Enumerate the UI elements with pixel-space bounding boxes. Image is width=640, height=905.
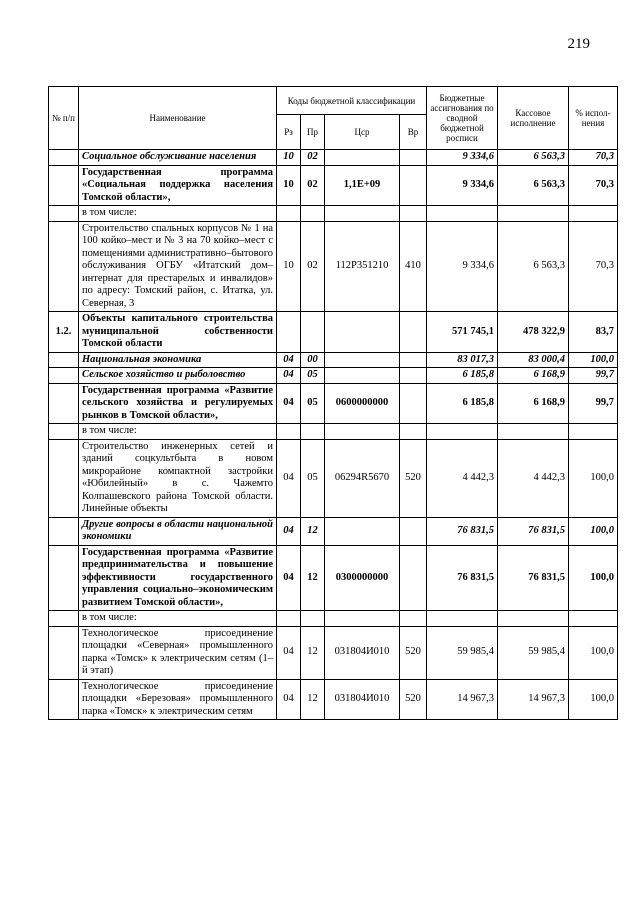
row-cash: 59 985,4 xyxy=(498,626,569,679)
table-body xyxy=(49,150,618,720)
row-tsr: 0600000000 xyxy=(325,383,400,424)
row-rz: 04 xyxy=(277,626,301,679)
row-pr xyxy=(301,611,325,627)
row-vr xyxy=(400,165,427,206)
row-num xyxy=(49,439,79,517)
row-allocation: 6 185,8 xyxy=(427,383,498,424)
row-vr: 410 xyxy=(400,221,427,312)
row-tsr: 0300000000 xyxy=(325,545,400,611)
row-pr: 05 xyxy=(301,368,325,384)
header-allocations: Бюджетные ассигнования по сводной бюджетной росписи xyxy=(427,87,498,150)
header-pr: Пр xyxy=(301,115,325,150)
row-name: Объекты капитального строительства муниципальной собственности Томской области xyxy=(79,312,277,353)
row-cash: 478 322,9 xyxy=(498,312,569,353)
table-row xyxy=(49,221,618,312)
row-vr xyxy=(400,611,427,627)
table-row xyxy=(49,165,618,206)
row-cash: 4 442,3 xyxy=(498,439,569,517)
row-pr: 02 xyxy=(301,221,325,312)
row-percent: 83,7 xyxy=(569,312,618,353)
row-rz xyxy=(277,312,301,353)
table-row xyxy=(49,352,618,368)
row-allocation: 76 831,5 xyxy=(427,517,498,545)
row-num xyxy=(49,383,79,424)
row-pr xyxy=(301,312,325,353)
row-pr: 12 xyxy=(301,517,325,545)
budget-execution-table xyxy=(48,86,618,720)
table-row xyxy=(49,517,618,545)
row-percent: 100,0 xyxy=(569,439,618,517)
row-percent xyxy=(569,611,618,627)
row-percent: 99,7 xyxy=(569,383,618,424)
row-cash: 14 967,3 xyxy=(498,679,569,720)
row-name: Государственная программа «Развитие сельского хозяйства и регулируемых рынков в Томской области», xyxy=(79,383,277,424)
header-name: Наименование xyxy=(79,87,277,150)
row-percent: 100,0 xyxy=(569,545,618,611)
table-row xyxy=(49,424,618,440)
row-percent xyxy=(569,424,618,440)
row-allocation xyxy=(427,424,498,440)
row-name: Сельское хозяйство и рыболовство xyxy=(79,368,277,384)
row-tsr xyxy=(325,352,400,368)
row-num xyxy=(49,424,79,440)
row-pr: 02 xyxy=(301,150,325,166)
row-allocation xyxy=(427,206,498,222)
row-tsr: 031804И010 xyxy=(325,679,400,720)
row-cash: 76 831,5 xyxy=(498,517,569,545)
table-row xyxy=(49,611,618,627)
row-name: в том числе: xyxy=(79,424,277,440)
row-cash: 6 168,9 xyxy=(498,383,569,424)
row-rz: 04 xyxy=(277,383,301,424)
header-codes: Коды бюджетной классификации xyxy=(277,87,427,115)
header-tsr: Цср xyxy=(325,115,400,150)
row-vr xyxy=(400,383,427,424)
row-pr: 05 xyxy=(301,439,325,517)
row-cash xyxy=(498,611,569,627)
row-name: Социальное обслуживание населения xyxy=(79,150,277,166)
row-vr xyxy=(400,424,427,440)
row-allocation: 9 334,6 xyxy=(427,150,498,166)
row-vr xyxy=(400,150,427,166)
row-tsr xyxy=(325,312,400,353)
header-vr: Вр xyxy=(400,115,427,150)
row-vr xyxy=(400,368,427,384)
table-row xyxy=(49,626,618,679)
header-cash: Кассовое исполнение xyxy=(498,87,569,150)
row-pr: 12 xyxy=(301,545,325,611)
row-vr xyxy=(400,312,427,353)
page-number: 219 xyxy=(567,36,590,52)
row-tsr: 031804И010 xyxy=(325,626,400,679)
row-vr xyxy=(400,545,427,611)
row-rz: 10 xyxy=(277,165,301,206)
row-cash xyxy=(498,206,569,222)
row-pr xyxy=(301,424,325,440)
row-name: в том числе: xyxy=(79,206,277,222)
header-pct: % испол-нения xyxy=(569,87,618,150)
row-name: Технологическое присоединение площадки «Северная» промышленного парка «Томск» к электрическим сетям (1–й этап) xyxy=(79,626,277,679)
row-vr xyxy=(400,517,427,545)
row-cash: 83 000,4 xyxy=(498,352,569,368)
row-percent xyxy=(569,206,618,222)
row-allocation: 4 442,3 xyxy=(427,439,498,517)
row-tsr xyxy=(325,368,400,384)
table-row xyxy=(49,439,618,517)
table-row xyxy=(49,679,618,720)
table-row xyxy=(49,383,618,424)
row-tsr: 1,1E+09 xyxy=(325,165,400,206)
row-pr: 02 xyxy=(301,165,325,206)
table-row xyxy=(49,312,618,353)
row-cash: 76 831,5 xyxy=(498,545,569,611)
row-num xyxy=(49,150,79,166)
row-vr: 520 xyxy=(400,626,427,679)
row-allocation xyxy=(427,611,498,627)
row-num xyxy=(49,206,79,222)
row-name: Другие вопросы в области национальной экономики xyxy=(79,517,277,545)
row-rz xyxy=(277,424,301,440)
row-tsr xyxy=(325,424,400,440)
row-pr: 12 xyxy=(301,626,325,679)
row-cash: 6 563,3 xyxy=(498,221,569,312)
row-rz xyxy=(277,611,301,627)
row-rz: 04 xyxy=(277,517,301,545)
row-allocation: 571 745,1 xyxy=(427,312,498,353)
row-name: в том числе: xyxy=(79,611,277,627)
row-pr xyxy=(301,206,325,222)
row-allocation: 83 017,3 xyxy=(427,352,498,368)
row-rz xyxy=(277,206,301,222)
row-rz: 10 xyxy=(277,150,301,166)
row-allocation: 9 334,6 xyxy=(427,221,498,312)
row-percent: 70,3 xyxy=(569,150,618,166)
row-num xyxy=(49,545,79,611)
row-percent: 100,0 xyxy=(569,352,618,368)
row-tsr: 06294R5670 xyxy=(325,439,400,517)
row-num xyxy=(49,611,79,627)
row-tsr xyxy=(325,150,400,166)
header-num: № п/п xyxy=(49,87,79,150)
row-rz: 04 xyxy=(277,545,301,611)
row-percent: 70,3 xyxy=(569,221,618,312)
row-name: Технологическое присоединение площадки «Березовая» промышленного парка «Томск» к электрическим сетям xyxy=(79,679,277,720)
row-pr: 05 xyxy=(301,383,325,424)
row-vr: 520 xyxy=(400,679,427,720)
row-tsr: 112P351210 xyxy=(325,221,400,312)
row-allocation: 76 831,5 xyxy=(427,545,498,611)
row-num xyxy=(49,352,79,368)
row-cash: 6 563,3 xyxy=(498,150,569,166)
row-num xyxy=(49,679,79,720)
row-tsr xyxy=(325,206,400,222)
row-cash: 6 168,9 xyxy=(498,368,569,384)
row-name: Государственная программа «Развитие предпринимательства и повышение эффективности государственного управления социально–экономическим развитием Томской области», xyxy=(79,545,277,611)
table-header xyxy=(49,87,618,150)
header-rz: Рз xyxy=(277,115,301,150)
row-num xyxy=(49,165,79,206)
row-pr: 00 xyxy=(301,352,325,368)
row-pr: 12 xyxy=(301,679,325,720)
table-row xyxy=(49,150,618,166)
row-name: Государственная программа «Социальная поддержка населения Томской области», xyxy=(79,165,277,206)
row-percent: 100,0 xyxy=(569,679,618,720)
row-num xyxy=(49,517,79,545)
row-name: Строительство спальных корпусов № 1 на 100 койко–мест и № 3 на 70 койко–мест с помещениями административно–бытового обслуживания ОГБУ «Итатский дом–интернат для престарелых и инвалидов» по адресу: Томский район, с. Итатка, ул. Северная, 3 xyxy=(79,221,277,312)
row-percent: 70,3 xyxy=(569,165,618,206)
table-row xyxy=(49,206,618,222)
row-rz: 04 xyxy=(277,439,301,517)
row-tsr xyxy=(325,611,400,627)
row-num xyxy=(49,626,79,679)
row-vr xyxy=(400,206,427,222)
row-num xyxy=(49,368,79,384)
row-rz: 04 xyxy=(277,679,301,720)
row-rz: 10 xyxy=(277,221,301,312)
row-percent: 100,0 xyxy=(569,517,618,545)
row-tsr xyxy=(325,517,400,545)
row-rz: 04 xyxy=(277,368,301,384)
row-num xyxy=(49,221,79,312)
row-vr: 520 xyxy=(400,439,427,517)
row-rz: 04 xyxy=(277,352,301,368)
row-allocation: 14 967,3 xyxy=(427,679,498,720)
row-name: Строительство инженерных сетей и зданий соцкультбыта в новом микрорайоне компактной застройки «Юбилейный» в с. Чажемто Колпашевского района Томской области. Линейные объекты xyxy=(79,439,277,517)
table-row xyxy=(49,368,618,384)
table-row xyxy=(49,545,618,611)
row-num: 1.2. xyxy=(49,312,79,353)
row-percent: 99,7 xyxy=(569,368,618,384)
row-cash xyxy=(498,424,569,440)
row-allocation: 9 334,6 xyxy=(427,165,498,206)
row-vr xyxy=(400,352,427,368)
row-percent: 100,0 xyxy=(569,626,618,679)
row-name: Национальная экономика xyxy=(79,352,277,368)
row-allocation: 59 985,4 xyxy=(427,626,498,679)
row-cash: 6 563,3 xyxy=(498,165,569,206)
row-allocation: 6 185,8 xyxy=(427,368,498,384)
